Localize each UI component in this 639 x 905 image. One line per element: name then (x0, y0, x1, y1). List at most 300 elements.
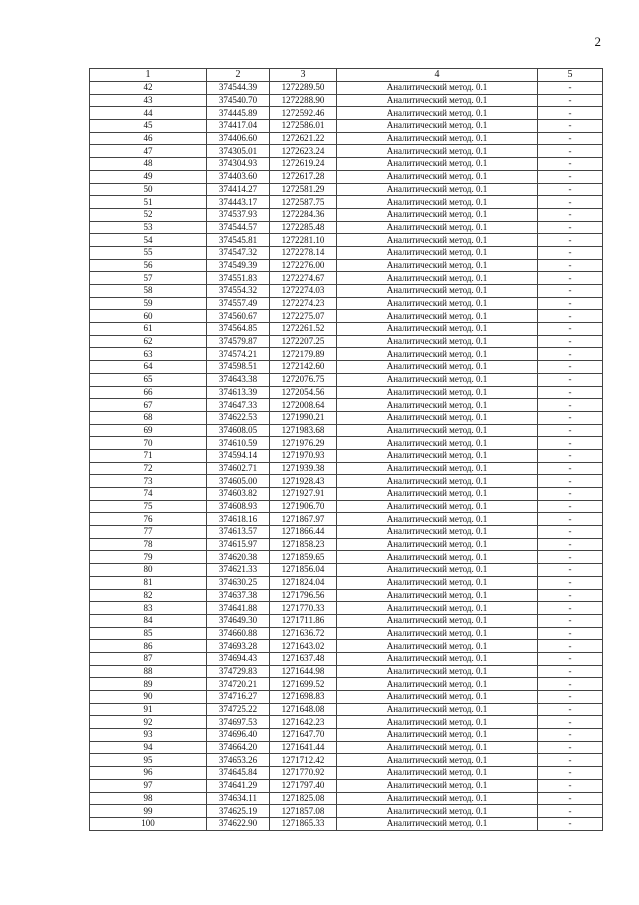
x-coordinate-cell: 374716.27 (207, 691, 270, 704)
method-cell: Аналитический метод. 0.1 (337, 411, 538, 424)
point-number-cell: 62 (90, 335, 207, 348)
y-coordinate-cell: 1271856.04 (270, 564, 337, 577)
method-cell: Аналитический метод. 0.1 (337, 703, 538, 716)
remark-cell: - (538, 602, 603, 615)
point-number-cell: 48 (90, 158, 207, 171)
table-row (90, 323, 603, 336)
x-coordinate-cell: 374647.33 (207, 399, 270, 412)
point-number-cell: 93 (90, 729, 207, 742)
header-col-2: 2 (207, 69, 270, 82)
y-coordinate-cell: 1272276.00 (270, 259, 337, 272)
method-cell: Аналитический метод. 0.1 (337, 259, 538, 272)
table-row (90, 107, 603, 120)
table-row (90, 779, 603, 792)
table-row (90, 576, 603, 589)
table-row (90, 589, 603, 602)
y-coordinate-cell: 1271927.91 (270, 488, 337, 501)
table-row (90, 297, 603, 310)
x-coordinate-cell: 374621.33 (207, 564, 270, 577)
point-number-cell: 92 (90, 716, 207, 729)
remark-cell: - (538, 665, 603, 678)
y-coordinate-cell: 1271711.86 (270, 614, 337, 627)
remark-cell: - (538, 120, 603, 133)
y-coordinate-cell: 1272289.50 (270, 82, 337, 95)
y-coordinate-cell: 1272274.67 (270, 272, 337, 285)
y-coordinate-cell: 1272623.24 (270, 145, 337, 158)
point-number-cell: 49 (90, 170, 207, 183)
method-cell: Аналитический метод. 0.1 (337, 665, 538, 678)
y-coordinate-cell: 1272261.52 (270, 323, 337, 336)
table-row (90, 386, 603, 399)
table-row (90, 665, 603, 678)
x-coordinate-cell: 374664.20 (207, 741, 270, 754)
x-coordinate-cell: 374603.82 (207, 488, 270, 501)
y-coordinate-cell: 1271906.70 (270, 500, 337, 513)
y-coordinate-cell: 1271928.43 (270, 475, 337, 488)
remark-cell: - (538, 678, 603, 691)
remark-cell: - (538, 767, 603, 780)
x-coordinate-cell: 374602.71 (207, 462, 270, 475)
table-row (90, 602, 603, 615)
x-coordinate-cell: 374622.53 (207, 411, 270, 424)
x-coordinate-cell: 374641.29 (207, 779, 270, 792)
y-coordinate-cell: 1271641.44 (270, 741, 337, 754)
remark-cell: - (538, 335, 603, 348)
remark-cell: - (538, 246, 603, 259)
point-number-cell: 64 (90, 361, 207, 374)
x-coordinate-cell: 374605.00 (207, 475, 270, 488)
method-cell: Аналитический метод. 0.1 (337, 652, 538, 665)
method-cell: Аналитический метод. 0.1 (337, 678, 538, 691)
x-coordinate-cell: 374564.85 (207, 323, 270, 336)
table-row (90, 462, 603, 475)
point-number-cell: 42 (90, 82, 207, 95)
remark-cell: - (538, 805, 603, 818)
point-number-cell: 99 (90, 805, 207, 818)
method-cell: Аналитический метод. 0.1 (337, 297, 538, 310)
point-number-cell: 85 (90, 627, 207, 640)
table-row (90, 373, 603, 386)
point-number-cell: 57 (90, 272, 207, 285)
method-cell: Аналитический метод. 0.1 (337, 221, 538, 234)
y-coordinate-cell: 1271642.23 (270, 716, 337, 729)
x-coordinate-cell: 374693.28 (207, 640, 270, 653)
y-coordinate-cell: 1271990.21 (270, 411, 337, 424)
y-coordinate-cell: 1271983.68 (270, 424, 337, 437)
table-row (90, 158, 603, 171)
x-coordinate-cell: 374540.70 (207, 94, 270, 107)
y-coordinate-cell: 1271644.98 (270, 665, 337, 678)
y-coordinate-cell: 1271636.72 (270, 627, 337, 640)
y-coordinate-cell: 1271970.93 (270, 449, 337, 462)
x-coordinate-cell: 374574.21 (207, 348, 270, 361)
y-coordinate-cell: 1271648.08 (270, 703, 337, 716)
remark-cell: - (538, 741, 603, 754)
remark-cell: - (538, 576, 603, 589)
x-coordinate-cell: 374720.21 (207, 678, 270, 691)
method-cell: Аналитический метод. 0.1 (337, 386, 538, 399)
method-cell: Аналитический метод. 0.1 (337, 538, 538, 551)
method-cell: Аналитический метод. 0.1 (337, 754, 538, 767)
method-cell: Аналитический метод. 0.1 (337, 500, 538, 513)
y-coordinate-cell: 1271976.29 (270, 437, 337, 450)
remark-cell: - (538, 437, 603, 450)
table-row (90, 564, 603, 577)
table-row (90, 310, 603, 323)
x-coordinate-cell: 374622.90 (207, 817, 270, 830)
point-number-cell: 61 (90, 323, 207, 336)
x-coordinate-cell: 374618.16 (207, 513, 270, 526)
method-cell: Аналитический метод. 0.1 (337, 576, 538, 589)
table-row (90, 792, 603, 805)
remark-cell: - (538, 652, 603, 665)
remark-cell: - (538, 285, 603, 298)
remark-cell: - (538, 297, 603, 310)
method-cell: Аналитический метод. 0.1 (337, 208, 538, 221)
point-number-cell: 70 (90, 437, 207, 450)
x-coordinate-cell: 374443.17 (207, 196, 270, 209)
remark-cell: - (538, 716, 603, 729)
method-cell: Аналитический метод. 0.1 (337, 640, 538, 653)
table-row (90, 335, 603, 348)
method-cell: Аналитический метод. 0.1 (337, 348, 538, 361)
point-number-cell: 80 (90, 564, 207, 577)
y-coordinate-cell: 1272054.56 (270, 386, 337, 399)
table-row (90, 348, 603, 361)
method-cell: Аналитический метод. 0.1 (337, 437, 538, 450)
y-coordinate-cell: 1271698.83 (270, 691, 337, 704)
method-cell: Аналитический метод. 0.1 (337, 513, 538, 526)
x-coordinate-cell: 374613.39 (207, 386, 270, 399)
remark-cell: - (538, 94, 603, 107)
remark-cell: - (538, 310, 603, 323)
y-coordinate-cell: 1272274.23 (270, 297, 337, 310)
table-row (90, 399, 603, 412)
remark-cell: - (538, 500, 603, 513)
remark-cell: - (538, 234, 603, 247)
page-number: 2 (594, 34, 601, 49)
table-row (90, 488, 603, 501)
x-coordinate-cell: 374620.38 (207, 551, 270, 564)
method-cell: Аналитический метод. 0.1 (337, 589, 538, 602)
table-row (90, 145, 603, 158)
point-number-cell: 90 (90, 691, 207, 704)
point-number-cell: 72 (90, 462, 207, 475)
y-coordinate-cell: 1272008.64 (270, 399, 337, 412)
method-cell: Аналитический метод. 0.1 (337, 767, 538, 780)
point-number-cell: 97 (90, 779, 207, 792)
table-body (90, 82, 603, 831)
header-col-4: 4 (337, 69, 538, 82)
x-coordinate-cell: 374544.39 (207, 82, 270, 95)
remark-cell: - (538, 348, 603, 361)
point-number-cell: 51 (90, 196, 207, 209)
table-row (90, 272, 603, 285)
table-row (90, 538, 603, 551)
y-coordinate-cell: 1271647.70 (270, 729, 337, 742)
table-row (90, 120, 603, 133)
point-number-cell: 76 (90, 513, 207, 526)
remark-cell: - (538, 449, 603, 462)
method-cell: Аналитический метод. 0.1 (337, 234, 538, 247)
y-coordinate-cell: 1272587.75 (270, 196, 337, 209)
method-cell: Аналитический метод. 0.1 (337, 120, 538, 133)
remark-cell: - (538, 411, 603, 424)
point-number-cell: 87 (90, 652, 207, 665)
table-row (90, 437, 603, 450)
table-row (90, 741, 603, 754)
point-number-cell: 69 (90, 424, 207, 437)
y-coordinate-cell: 1272621.22 (270, 132, 337, 145)
y-coordinate-cell: 1271857.08 (270, 805, 337, 818)
y-coordinate-cell: 1271865.33 (270, 817, 337, 830)
y-coordinate-cell: 1271770.33 (270, 602, 337, 615)
table-row (90, 691, 603, 704)
table-row (90, 132, 603, 145)
x-coordinate-cell: 374608.93 (207, 500, 270, 513)
method-cell: Аналитический метод. 0.1 (337, 323, 538, 336)
point-number-cell: 77 (90, 526, 207, 539)
y-coordinate-cell: 1272281.10 (270, 234, 337, 247)
point-number-cell: 50 (90, 183, 207, 196)
remark-cell: - (538, 183, 603, 196)
x-coordinate-cell: 374729.83 (207, 665, 270, 678)
method-cell: Аналитический метод. 0.1 (337, 272, 538, 285)
method-cell: Аналитический метод. 0.1 (337, 310, 538, 323)
method-cell: Аналитический метод. 0.1 (337, 526, 538, 539)
x-coordinate-cell: 374694.43 (207, 652, 270, 665)
y-coordinate-cell: 1272285.48 (270, 221, 337, 234)
method-cell: Аналитический метод. 0.1 (337, 462, 538, 475)
method-cell: Аналитический метод. 0.1 (337, 627, 538, 640)
point-number-cell: 84 (90, 614, 207, 627)
table-row (90, 285, 603, 298)
table-row (90, 614, 603, 627)
remark-cell: - (538, 424, 603, 437)
method-cell: Аналитический метод. 0.1 (337, 145, 538, 158)
remark-cell: - (538, 272, 603, 285)
x-coordinate-cell: 374560.67 (207, 310, 270, 323)
point-number-cell: 66 (90, 386, 207, 399)
remark-cell: - (538, 158, 603, 171)
y-coordinate-cell: 1272142.60 (270, 361, 337, 374)
table-row (90, 411, 603, 424)
x-coordinate-cell: 374608.05 (207, 424, 270, 437)
x-coordinate-cell: 374649.30 (207, 614, 270, 627)
remark-cell: - (538, 475, 603, 488)
coordinates-table (89, 68, 603, 831)
point-number-cell: 95 (90, 754, 207, 767)
method-cell: Аналитический метод. 0.1 (337, 779, 538, 792)
x-coordinate-cell: 374610.59 (207, 437, 270, 450)
table-row (90, 361, 603, 374)
method-cell: Аналитический метод. 0.1 (337, 741, 538, 754)
remark-cell: - (538, 729, 603, 742)
point-number-cell: 47 (90, 145, 207, 158)
method-cell: Аналитический метод. 0.1 (337, 792, 538, 805)
point-number-cell: 54 (90, 234, 207, 247)
table-row (90, 500, 603, 513)
y-coordinate-cell: 1272278.14 (270, 246, 337, 259)
remark-cell: - (538, 551, 603, 564)
remark-cell: - (538, 361, 603, 374)
point-number-cell: 44 (90, 107, 207, 120)
x-coordinate-cell: 374637.38 (207, 589, 270, 602)
table-row (90, 196, 603, 209)
point-number-cell: 58 (90, 285, 207, 298)
method-cell: Аналитический метод. 0.1 (337, 614, 538, 627)
remark-cell: - (538, 488, 603, 501)
point-number-cell: 63 (90, 348, 207, 361)
point-number-cell: 82 (90, 589, 207, 602)
y-coordinate-cell: 1271796.56 (270, 589, 337, 602)
remark-cell: - (538, 779, 603, 792)
header-col-1: 1 (90, 69, 207, 82)
remark-cell: - (538, 132, 603, 145)
remark-cell: - (538, 208, 603, 221)
x-coordinate-cell: 374305.01 (207, 145, 270, 158)
x-coordinate-cell: 374660.88 (207, 627, 270, 640)
y-coordinate-cell: 1272274.03 (270, 285, 337, 298)
table-row (90, 259, 603, 272)
header-row (90, 69, 603, 82)
remark-cell: - (538, 170, 603, 183)
method-cell: Аналитический метод. 0.1 (337, 361, 538, 374)
point-number-cell: 94 (90, 741, 207, 754)
method-cell: Аналитический метод. 0.1 (337, 373, 538, 386)
y-coordinate-cell: 1271712.42 (270, 754, 337, 767)
x-coordinate-cell: 374557.49 (207, 297, 270, 310)
y-coordinate-cell: 1272076.75 (270, 373, 337, 386)
x-coordinate-cell: 374697.53 (207, 716, 270, 729)
x-coordinate-cell: 374613.57 (207, 526, 270, 539)
x-coordinate-cell: 374634.11 (207, 792, 270, 805)
x-coordinate-cell: 374545.81 (207, 234, 270, 247)
point-number-cell: 96 (90, 767, 207, 780)
method-cell: Аналитический метод. 0.1 (337, 729, 538, 742)
remark-cell: - (538, 259, 603, 272)
method-cell: Аналитический метод. 0.1 (337, 716, 538, 729)
point-number-cell: 45 (90, 120, 207, 133)
method-cell: Аналитический метод. 0.1 (337, 551, 538, 564)
table-row (90, 551, 603, 564)
table-row (90, 449, 603, 462)
point-number-cell: 60 (90, 310, 207, 323)
remark-cell: - (538, 399, 603, 412)
y-coordinate-cell: 1272617.28 (270, 170, 337, 183)
point-number-cell: 71 (90, 449, 207, 462)
point-number-cell: 55 (90, 246, 207, 259)
remark-cell: - (538, 373, 603, 386)
point-number-cell: 67 (90, 399, 207, 412)
x-coordinate-cell: 374625.19 (207, 805, 270, 818)
table-row (90, 475, 603, 488)
remark-cell: - (538, 564, 603, 577)
remark-cell: - (538, 589, 603, 602)
x-coordinate-cell: 374549.39 (207, 259, 270, 272)
point-number-cell: 79 (90, 551, 207, 564)
y-coordinate-cell: 1271939.38 (270, 462, 337, 475)
method-cell: Аналитический метод. 0.1 (337, 475, 538, 488)
table-row (90, 208, 603, 221)
table-row (90, 754, 603, 767)
table-row (90, 805, 603, 818)
point-number-cell: 46 (90, 132, 207, 145)
remark-cell: - (538, 462, 603, 475)
point-number-cell: 43 (90, 94, 207, 107)
y-coordinate-cell: 1271867.97 (270, 513, 337, 526)
remark-cell: - (538, 145, 603, 158)
method-cell: Аналитический метод. 0.1 (337, 691, 538, 704)
x-coordinate-cell: 374615.97 (207, 538, 270, 551)
remark-cell: - (538, 817, 603, 830)
y-coordinate-cell: 1272275.07 (270, 310, 337, 323)
point-number-cell: 74 (90, 488, 207, 501)
x-coordinate-cell: 374696.40 (207, 729, 270, 742)
y-coordinate-cell: 1272207.25 (270, 335, 337, 348)
table-row (90, 221, 603, 234)
point-number-cell: 56 (90, 259, 207, 272)
point-number-cell: 100 (90, 817, 207, 830)
point-number-cell: 98 (90, 792, 207, 805)
point-number-cell: 88 (90, 665, 207, 678)
point-number-cell: 89 (90, 678, 207, 691)
table-row (90, 234, 603, 247)
x-coordinate-cell: 374554.32 (207, 285, 270, 298)
remark-cell: - (538, 196, 603, 209)
y-coordinate-cell: 1271866.44 (270, 526, 337, 539)
y-coordinate-cell: 1272179.89 (270, 348, 337, 361)
y-coordinate-cell: 1271825.08 (270, 792, 337, 805)
header-col-5: 5 (538, 69, 603, 82)
table-row (90, 424, 603, 437)
remark-cell: - (538, 107, 603, 120)
table-row (90, 652, 603, 665)
y-coordinate-cell: 1271770.92 (270, 767, 337, 780)
point-number-cell: 52 (90, 208, 207, 221)
table-row (90, 526, 603, 539)
point-number-cell: 73 (90, 475, 207, 488)
table-row (90, 94, 603, 107)
table-row (90, 627, 603, 640)
table-header (90, 69, 603, 82)
remark-cell: - (538, 82, 603, 95)
y-coordinate-cell: 1271637.48 (270, 652, 337, 665)
remark-cell: - (538, 627, 603, 640)
y-coordinate-cell: 1272586.01 (270, 120, 337, 133)
x-coordinate-cell: 374725.22 (207, 703, 270, 716)
method-cell: Аналитический метод. 0.1 (337, 817, 538, 830)
point-number-cell: 65 (90, 373, 207, 386)
method-cell: Аналитический метод. 0.1 (337, 449, 538, 462)
method-cell: Аналитический метод. 0.1 (337, 335, 538, 348)
x-coordinate-cell: 374645.84 (207, 767, 270, 780)
y-coordinate-cell: 1272592.46 (270, 107, 337, 120)
x-coordinate-cell: 374537.93 (207, 208, 270, 221)
x-coordinate-cell: 374598.51 (207, 361, 270, 374)
remark-cell: - (538, 221, 603, 234)
x-coordinate-cell: 374403.60 (207, 170, 270, 183)
method-cell: Аналитический метод. 0.1 (337, 285, 538, 298)
method-cell: Аналитический метод. 0.1 (337, 488, 538, 501)
x-coordinate-cell: 374406.60 (207, 132, 270, 145)
x-coordinate-cell: 374641.88 (207, 602, 270, 615)
x-coordinate-cell: 374551.83 (207, 272, 270, 285)
x-coordinate-cell: 374414.27 (207, 183, 270, 196)
table-row (90, 183, 603, 196)
remark-cell: - (538, 691, 603, 704)
remark-cell: - (538, 323, 603, 336)
